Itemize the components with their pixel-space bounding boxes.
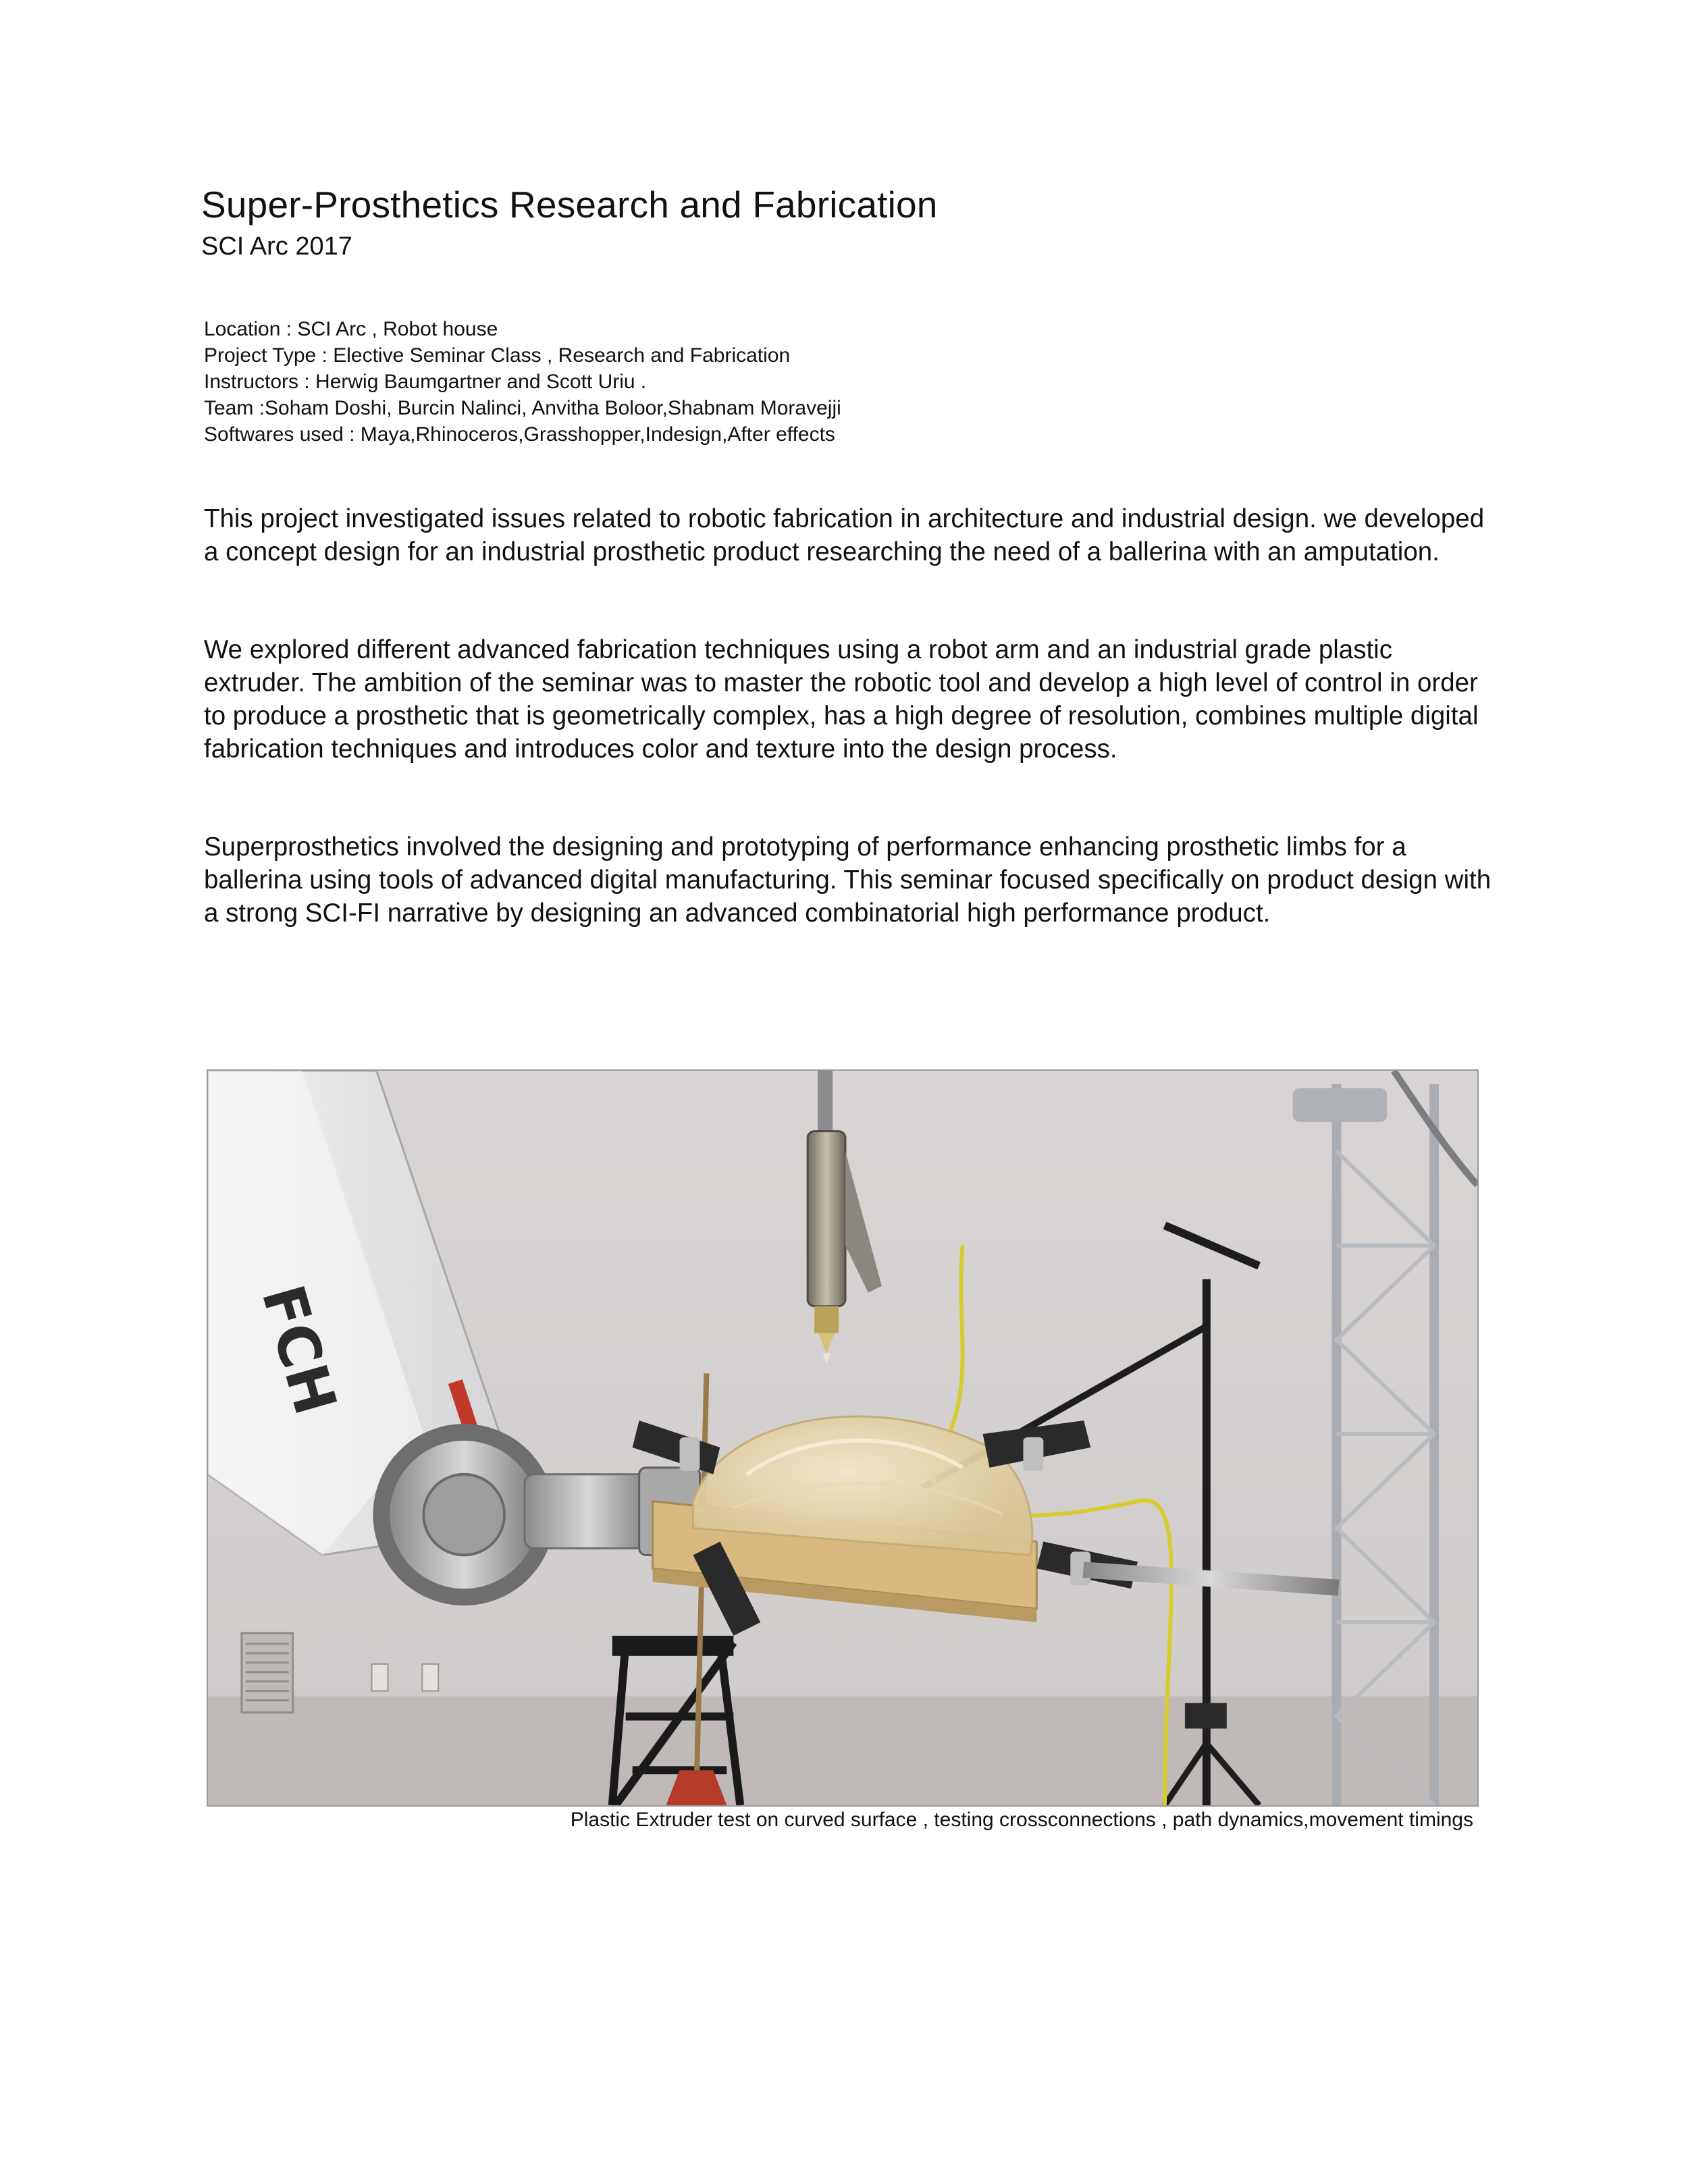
body-paragraph-1: This project investigated issues related to robotic fabrication in architecture and industrial design. we developed a concept design for an industrial prosthetic product researching the need of a ballerina with an amputation. — [204, 504, 1485, 566]
page-title: Super-Prosthetics Research and Fabrication — [201, 184, 938, 225]
detail-team: Team :Soham Doshi, Burcin Nalinci, Anvitha Boloor,Shabnam Moravejji — [204, 397, 841, 419]
detail-software: Softwares used : Maya,Rhinoceros,Grasshopper,Indesign,After effects — [204, 423, 835, 446]
detail-project-type: Project Type : Elective Seminar Class , Research and Fabrication — [204, 344, 791, 367]
robot-extruder-photo — [207, 1069, 1479, 1807]
figure-caption: Plastic Extruder test on curved surface , testing crossconnections , path dynamics,movement timings — [570, 1809, 1473, 1831]
detail-instructors: Instructors : Herwig Baumgartner and Scott Uriu . — [204, 371, 647, 393]
arm-lettering: FCH — [248, 1278, 350, 1422]
detail-location: Location : SCI Arc , Robot house — [204, 318, 498, 340]
body-paragraph-3: Superprosthetics involved the designing and prototyping of performance enhancing prosthetic limbs for a ballerina using tools of advanced digital manufacturing. This seminar focused specifically on product design with a strong SCI-FI narrative by designing an advanced combinatorial high performance product. — [204, 832, 1492, 928]
project-details — [204, 316, 841, 448]
body-paragraph-2: We explored different advanced fabrication techniques using a robot arm and an industrial grade plastic extruder. The ambition of the seminar was to master the robotic tool and develop a high level of control in order to produce a prosthetic that is geometrically complex, has a high degree of resolution, combines multiple digital fabrication techniques and introduces color and texture into the design process. — [204, 635, 1479, 764]
page-subtitle: SCI Arc 2017 — [201, 232, 352, 261]
